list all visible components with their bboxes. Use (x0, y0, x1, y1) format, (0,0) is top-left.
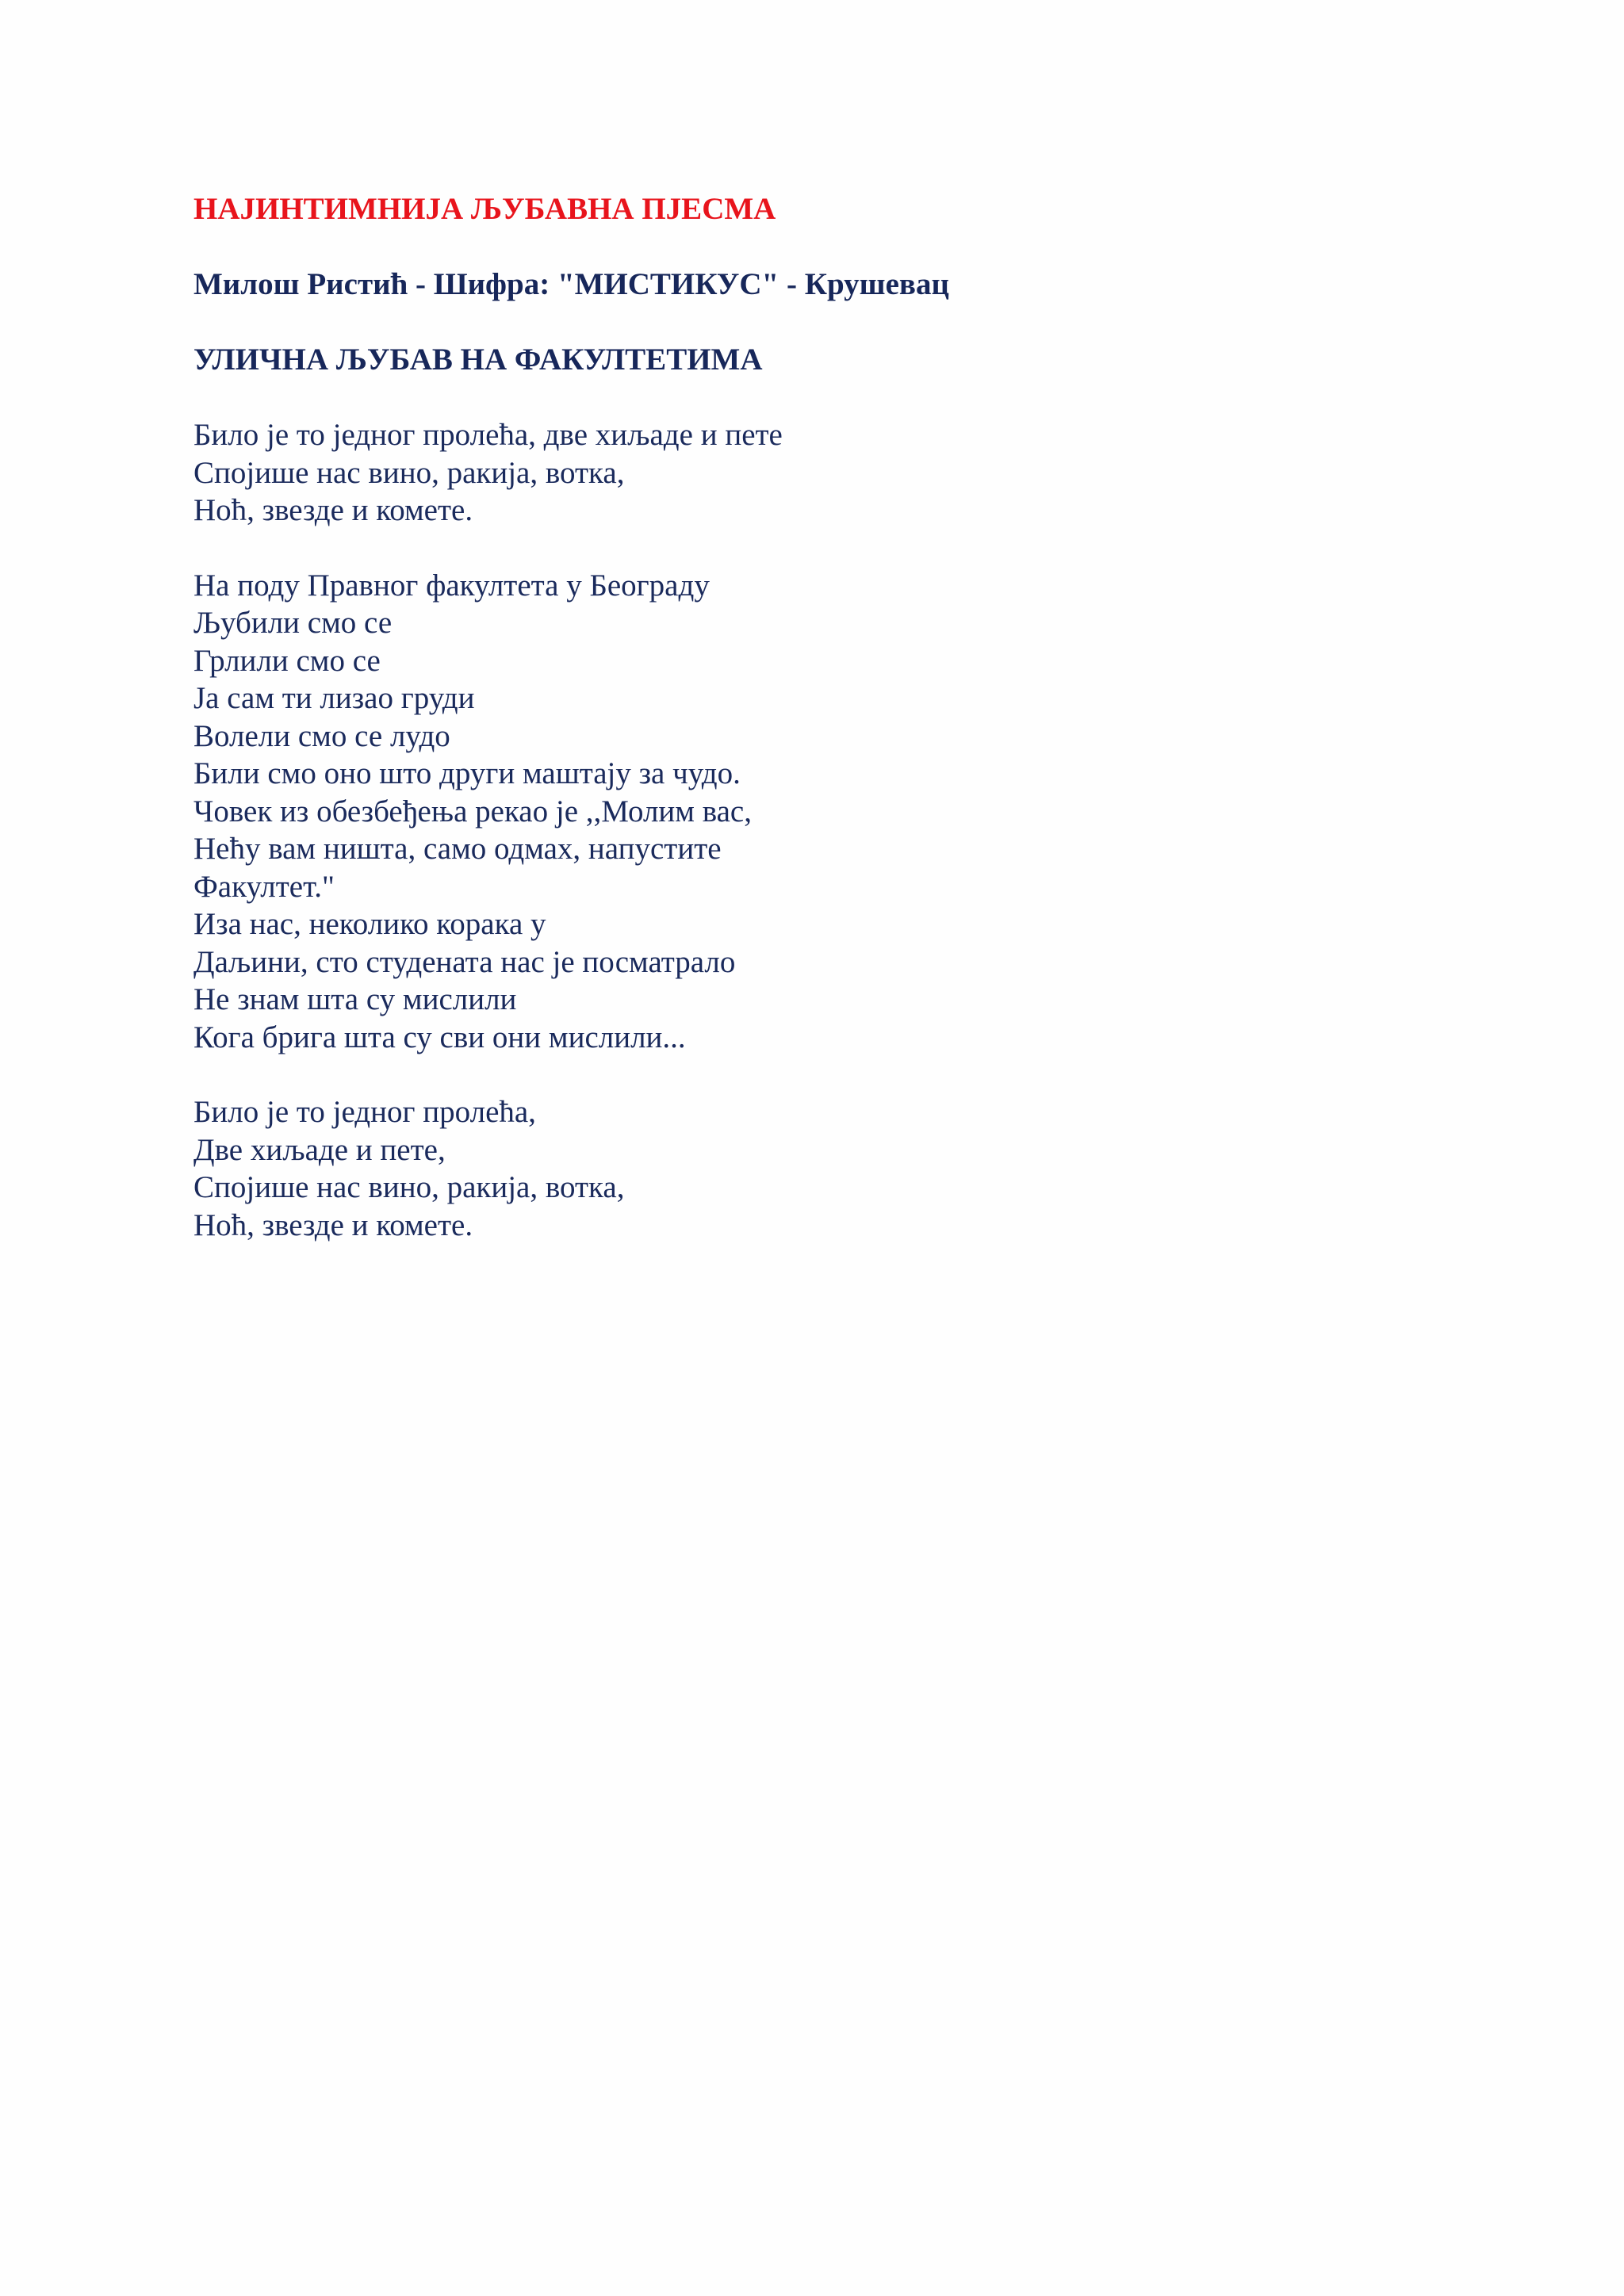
poem-line: На поду Правног факултета у Београду (193, 568, 710, 603)
document-content (193, 190, 1542, 1244)
poem-line: Грлили смо се (193, 643, 381, 678)
spacer (193, 304, 1542, 341)
stanza-2 (193, 567, 1542, 1057)
poem-line: Не знам шта су мислили (193, 982, 517, 1016)
document-title: НАЈИНТИМНИЈА ЉУБАВНА ПЈЕСМА (193, 192, 776, 226)
poem-line: Волели смо се лудо (193, 718, 450, 753)
poem-line: Факултет." (193, 869, 335, 904)
poem-line: Спојише нас вино, ракија, вотка, (193, 1170, 625, 1204)
poem-line: Било је то једног пролећа, две хиљаде и пете (193, 418, 783, 452)
spacer (193, 530, 1542, 567)
spacer (193, 1056, 1542, 1093)
poem-line: Љубили смо се (193, 606, 393, 640)
stanza-3 (193, 1093, 1542, 1244)
poem-line: Кога брига шта су сви они мислили... (193, 1020, 686, 1054)
stanza-1 (193, 416, 1542, 530)
poem-line: Било је то једног пролећа, (193, 1095, 536, 1129)
spacer (193, 379, 1542, 416)
poem-line: Иза нас, неколико корака у (193, 907, 546, 941)
poem-line: Ја сам ти лизао груди (193, 681, 475, 715)
author-line: Милош Ристић - Шифра: "МИСТИКУС" - Крушевац (193, 267, 949, 301)
spacer (193, 228, 1542, 266)
poem-line: Човек из обезбеђења рекао је ,,Молим вас, (193, 794, 752, 828)
poem-line: Ноћ, звезде и комете. (193, 1207, 473, 1242)
poem-title: УЛИЧНА ЉУБАВ НА ФАКУЛТЕТИМА (193, 342, 763, 377)
poem-line: Спојише нас вино, ракија, вотка, (193, 455, 625, 490)
poem-line: Нећу вам ништа, само одмах, напустите (193, 832, 722, 866)
poem-line: Две хиљаде и пете, (193, 1132, 446, 1167)
poem-line: Даљини, сто студената нас је посматрало (193, 944, 736, 979)
poem-line: Били смо оно што други маштају за чудо. (193, 756, 741, 790)
poem-line: Ноћ, звезде и комете. (193, 493, 473, 527)
